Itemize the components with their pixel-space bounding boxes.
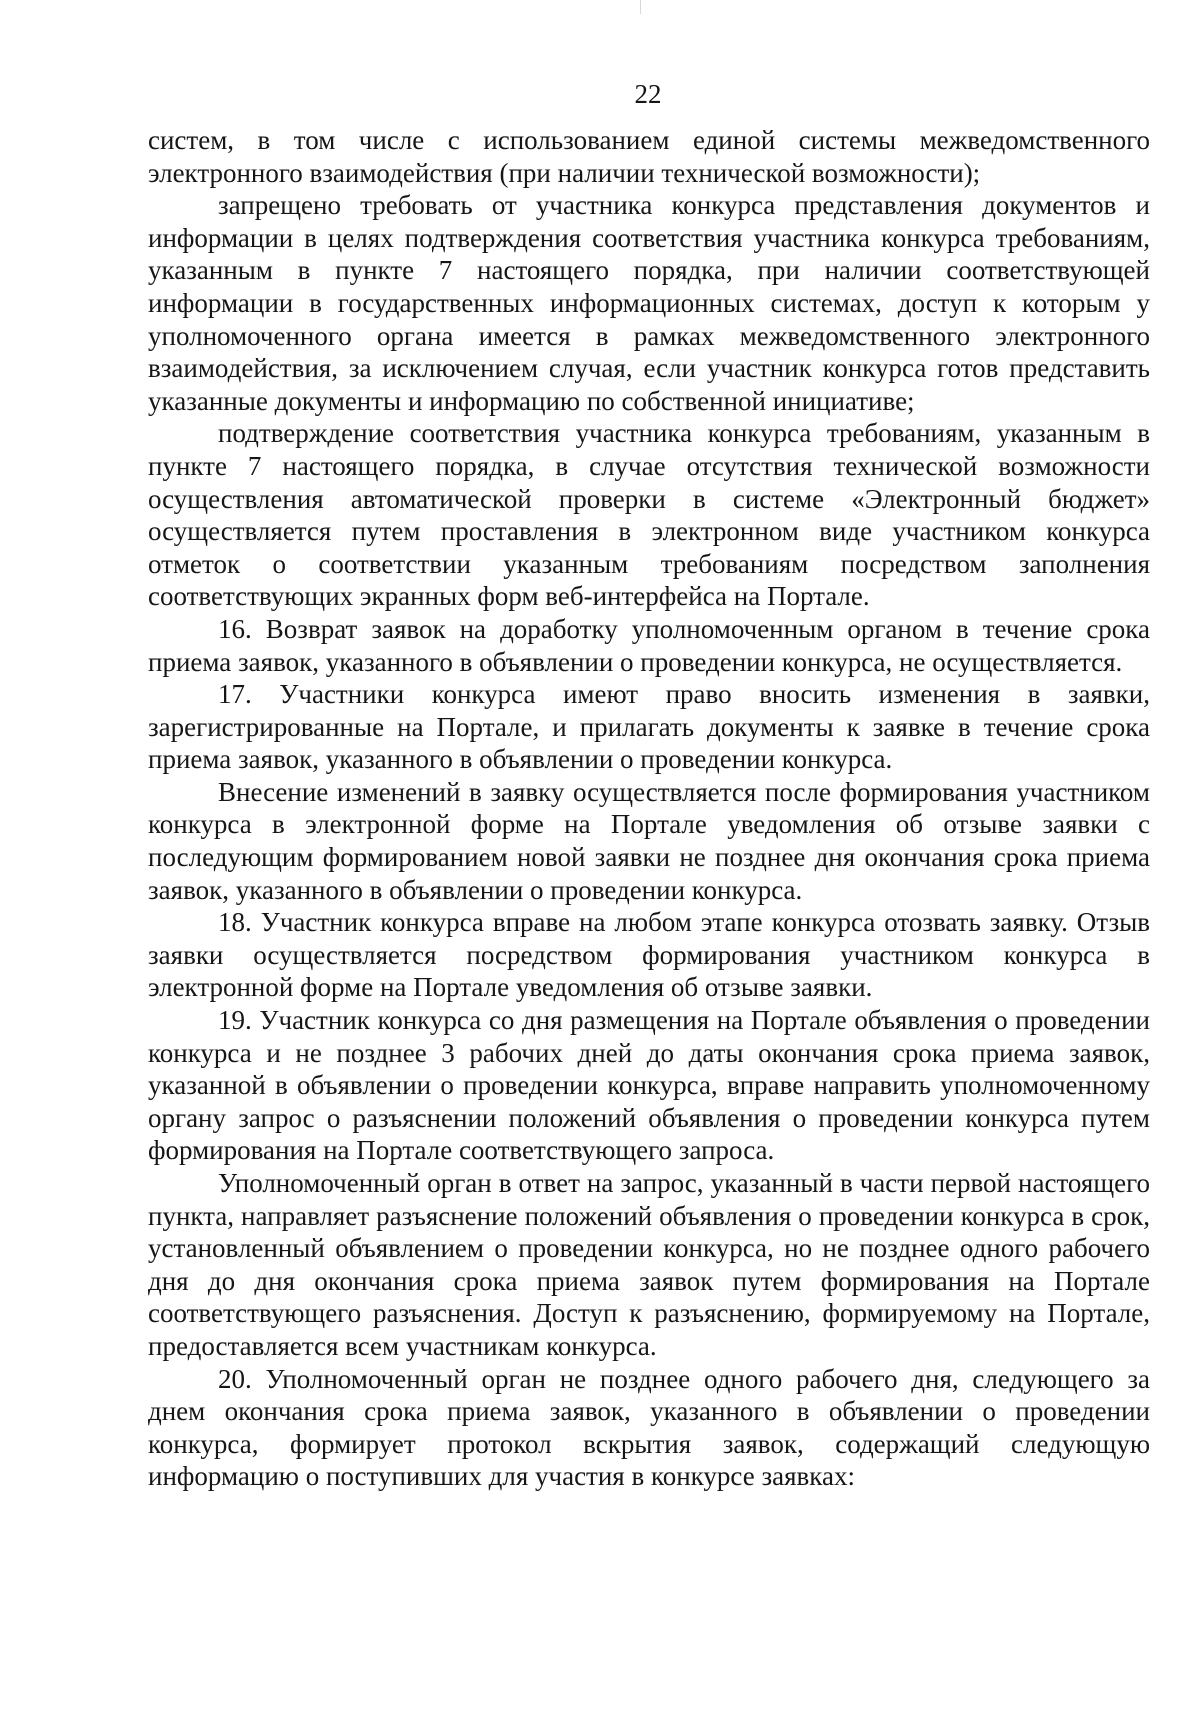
document-body	[148, 124, 1150, 1493]
paragraph-item-20: 20. Уполномоченный орган не позднее одного рабочего дня, следующего за днем окончания срока приема заявок, указанного в объявлении о проведении конкурса, формирует протокол вскрытия заявок, содержащий следующую информацию о поступивших для участия в конкурсе заявках:	[148, 1363, 1150, 1492]
paragraph-continuation: систем, в том числе с использованием единой системы межведомственного электронного взаимодействия (при наличии технической возможности);	[148, 125, 1150, 188]
scan-mark	[640, 0, 641, 14]
page-number: 22	[634, 79, 662, 109]
paragraph-item-16: 16. Возврат заявок на доработку уполномоченным органом в течение срока приема заявок, указанного в объявлении о проведении конкурса, не осуществляется.	[148, 613, 1150, 677]
paragraph-confirmation: подтверждение соответствия участника конкурса требованиям, указанным в пункте 7 настоящего порядка, в случае отсутствия технической возможности осуществления автоматической проверки в системе «Электронный бюджет» осуществляется путем проставления в электронном виде участником конкурса отметок о соответствии указанным требованиям посредством заполнения соответствующих экранных форм веб-интерфейса на Портале.	[148, 418, 1150, 612]
paragraph-item-17-changes: Внесение изменений в заявку осуществляется после формирования участником конкурса в электронной форме на Портале уведомления об отзыве заявки с последующим формированием новой заявки не позднее дня окончания срока приема заявок, указанного в объявлении о проведении конкурса.	[148, 776, 1150, 905]
paragraph-item-19: 19. Участник конкурса со дня размещения на Портале объявления о проведении конкурса и не позднее 3 рабочих дней до даты окончания срока приема заявок, указанной в объявлении о проведении конкурса, вправе направить уполномоченному органу запрос о разъяснении положений объявления о проведении конкурса путем формирования на Портале соответствующего запроса.	[148, 1005, 1150, 1166]
paragraph-item-18: 18. Участник конкурса вправе на любом этапе конкурса отозвать заявку. Отзыв заявки осуществляется посредством формирования участником конкурса в электронной форме на Портале уведомления об отзыве заявки.	[148, 907, 1150, 1003]
paragraph-prohibition: запрещено требовать от участника конкурса представления документов и информации в целях подтверждения соответствия участника конкурса требованиям, указанным в пункте 7 настоящего порядка, при наличии соответствующей информации в государственных информационных системах, доступ к которым у уполномоченного органа имеется в рамках межведомственного электронного взаимодействия, за исключением случая, если участник конкурса готов представить указанные документы и информацию по собственной инициативе;	[148, 190, 1150, 416]
paragraph-item-19-response: Уполномоченный орган в ответ на запрос, указанный в части первой настоящего пункта, направляет разъяснение положений объявления о проведении конкурса в срок, установленный объявлением о проведении конкурса, но не позднее одного рабочего дня до дня окончания срока приема заявок путем формирования на Портале соответствующего разъяснения. Доступ к разъяснению, формируемому на Портале, предоставляется всем участникам конкурса.	[148, 1168, 1150, 1361]
paragraph-item-17: 17. Участники конкурса имеют право вносить изменения в заявки, зарегистрированные на Портале, и прилагать документы к заявке в течение срока приема заявок, указанного в объявлении о проведении конкурса.	[148, 679, 1150, 775]
